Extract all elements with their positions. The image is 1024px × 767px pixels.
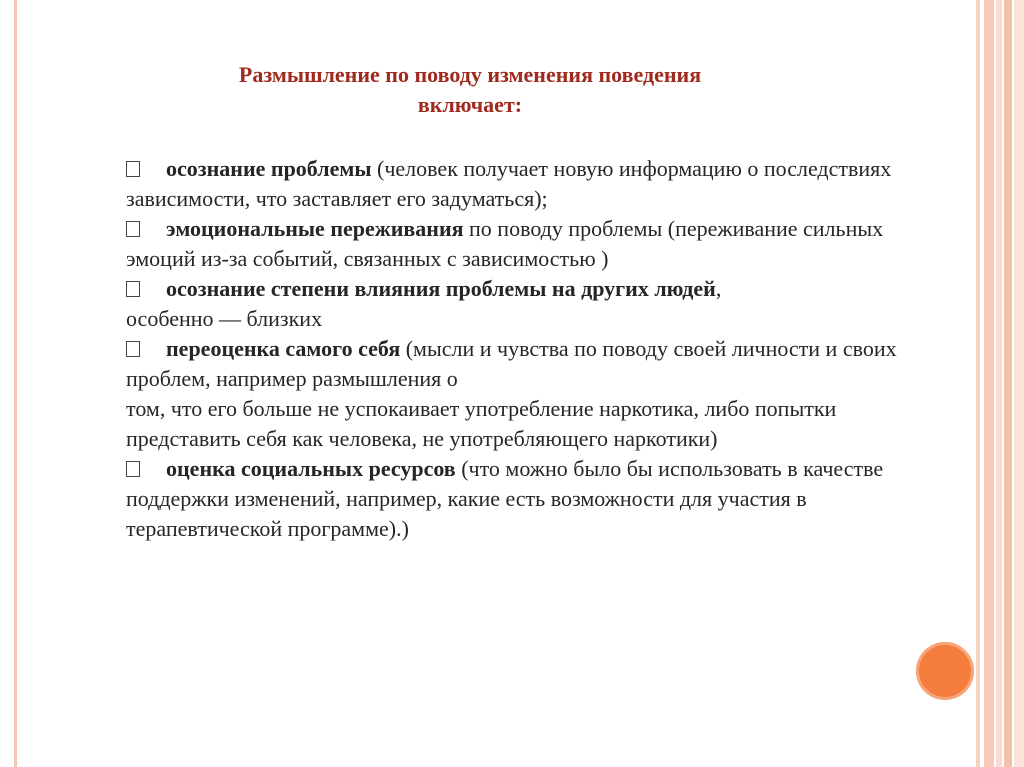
right-stripe (996, 0, 1002, 767)
right-stripe (984, 0, 994, 767)
item-text: (мысли и чувства по поводу своей личности и своих проблем, например размышления о (126, 336, 897, 391)
bullet-list (126, 154, 936, 544)
right-stripe (1004, 0, 1012, 767)
right-stripe (976, 0, 980, 767)
right-stripe (1014, 0, 1024, 767)
left-decorative-rule (14, 0, 17, 767)
list-item (126, 334, 936, 454)
item-text: (человек получает новую информацию о последствиях зависимости, что заставляет его задуматься); (126, 156, 892, 211)
list-item (126, 454, 936, 544)
list-item (126, 214, 936, 274)
list-item (126, 154, 936, 214)
list-item (126, 274, 936, 334)
bullet-icon (126, 221, 140, 237)
item-bold-text: осознание степени влияния проблемы на других людей (166, 276, 716, 301)
slide-title (110, 60, 830, 120)
bullet-icon (126, 341, 140, 357)
item-extra-text: том, что его больше не успокаивает употребление наркотика, либо попытки представить себя как человека, не употребляющего наркотики) (126, 396, 837, 451)
bullet-icon (126, 461, 140, 477)
item-text: , (715, 276, 722, 301)
bullet-icon (126, 281, 140, 297)
item-text: (что можно было бы использовать в качестве поддержки изменений, например, какие есть возможности для участия в терапевтической программе).) (126, 456, 884, 541)
item-bold-text: переоценка самого себя (166, 336, 401, 361)
item-bold-text: осознание проблемы (166, 156, 372, 181)
title-line-1: Размышление по поводу изменения поведения (238, 62, 702, 87)
item-text: по поводу проблемы (переживание сильных эмоций из-за событий, связанных с зависимостью ) (126, 216, 884, 271)
title-line-2: включает: (417, 92, 523, 117)
item-bold-text: оценка социальных ресурсов (166, 456, 456, 481)
item-bold-text: эмоциональные переживания (166, 216, 464, 241)
item-extra-text: особенно — близких (126, 306, 323, 331)
orange-circle-decoration (916, 642, 974, 700)
bullet-icon (126, 161, 140, 177)
